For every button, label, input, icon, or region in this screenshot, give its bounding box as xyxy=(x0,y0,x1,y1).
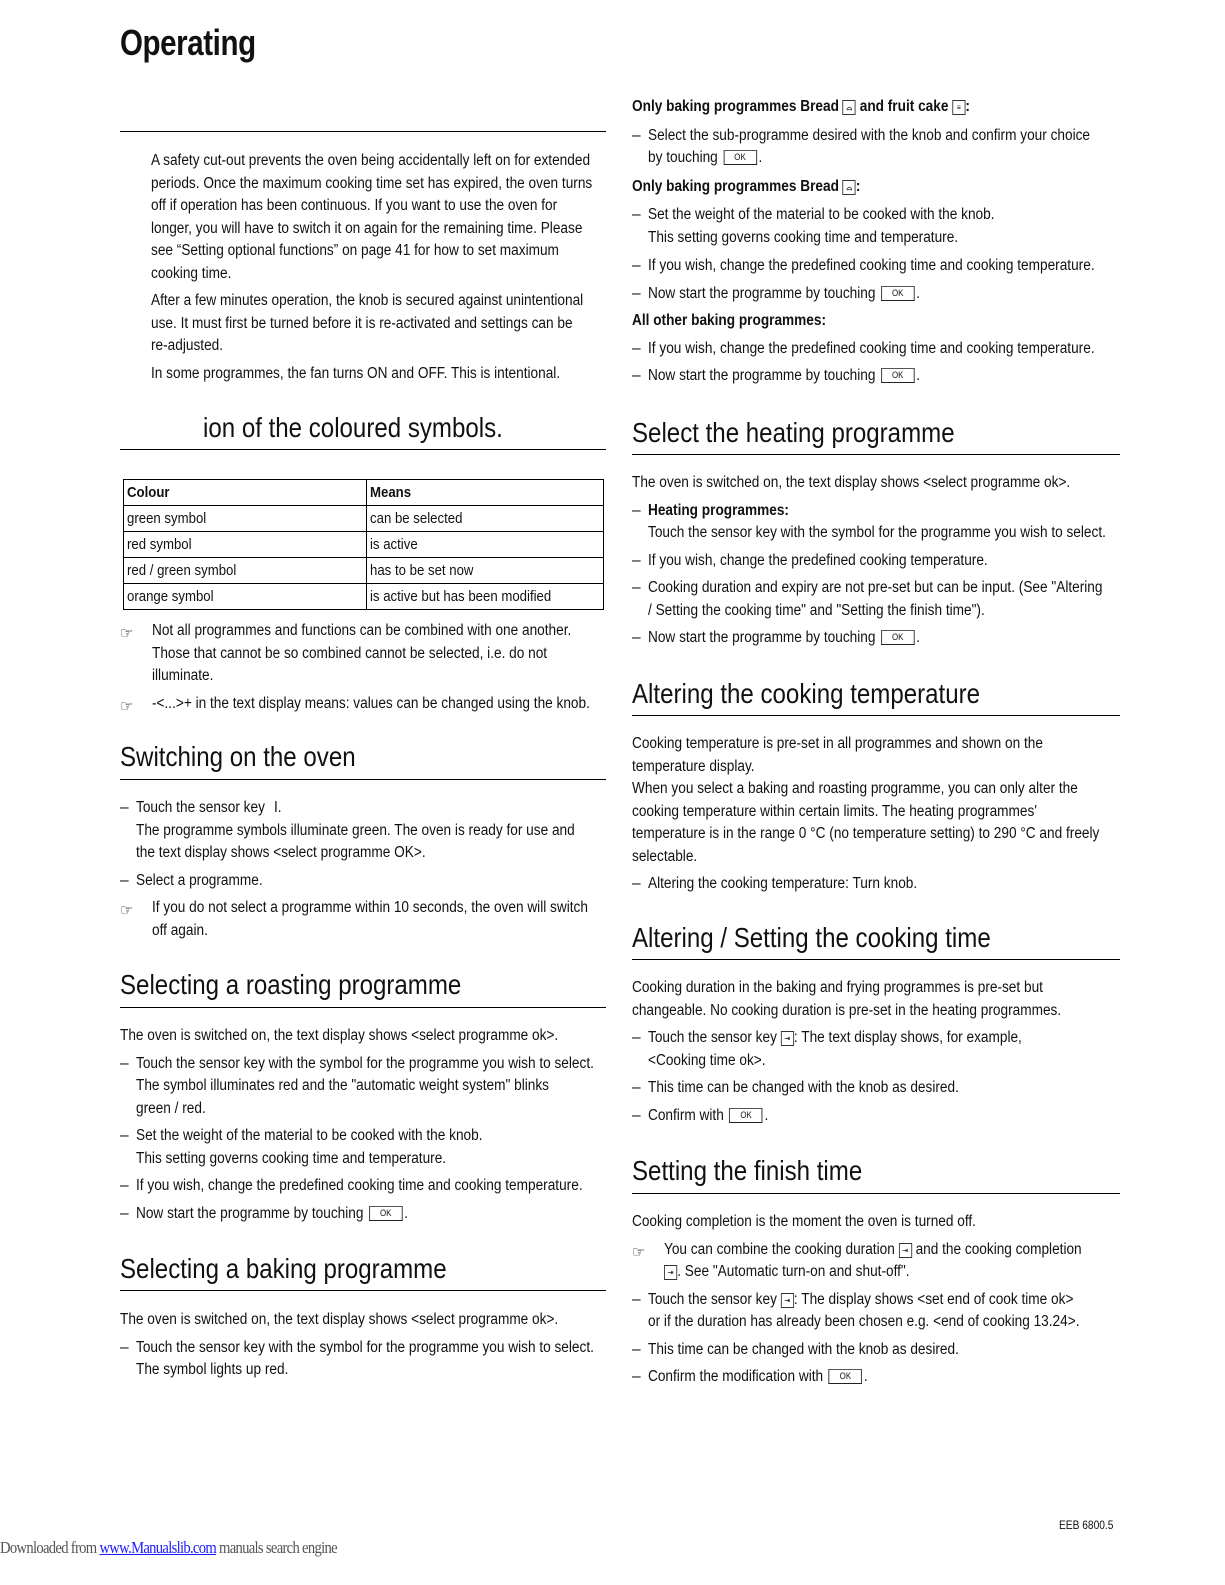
step xyxy=(120,1337,610,1382)
text-line: . See "Automatic turn-on and shut-off". xyxy=(677,1263,910,1280)
text-line: selectable. xyxy=(632,847,698,865)
ok-key-icon: OK xyxy=(881,368,914,383)
ok-key-icon: OK xyxy=(881,286,914,301)
footer-prefix: Downloaded from xyxy=(0,1538,100,1557)
baking-section xyxy=(120,1309,610,1382)
step xyxy=(632,1105,1122,1128)
period: . xyxy=(863,1368,868,1385)
step-select-programme xyxy=(120,870,610,893)
divider xyxy=(120,1290,606,1291)
notes-section xyxy=(120,620,610,715)
step xyxy=(120,1125,610,1170)
text-line: Touch the sensor key with the symbol for the programme you wish to select. xyxy=(136,1054,594,1072)
colour-symbols-table xyxy=(123,479,604,610)
note-combinations xyxy=(120,620,610,688)
table-cell: has to be set now xyxy=(367,558,604,584)
step xyxy=(632,1077,1122,1100)
step xyxy=(632,550,1122,573)
column-header-colour: Colour xyxy=(124,480,367,506)
text-line: Touch the sensor key with the symbol for the programme you wish to select. xyxy=(136,1338,594,1356)
step xyxy=(632,577,1122,622)
period: . xyxy=(764,1106,769,1124)
dash: – xyxy=(120,1127,129,1144)
text-line: and the cooking completion xyxy=(915,1240,1082,1258)
safety-paragraph xyxy=(151,150,611,285)
table-row xyxy=(124,558,604,584)
dash: – xyxy=(632,1029,641,1046)
divider xyxy=(632,454,1120,455)
text-line: off if operation has been continuous. If you want to use the oven for xyxy=(151,197,558,214)
dash: – xyxy=(632,1340,641,1358)
step-text: Select a programme. xyxy=(136,871,263,889)
step-text: Confirm the modification with xyxy=(648,1368,824,1385)
switching-on-section xyxy=(120,797,610,942)
power-key-icon: I xyxy=(273,799,278,816)
step-text: Touch the sensor key xyxy=(648,1029,777,1046)
cooking-duration-icon: ⇥ xyxy=(781,1031,794,1046)
text-line: Cooking temperature is pre-set in all programmes and shown on the xyxy=(632,735,1043,752)
fan-paragraph: In some programmes, the fan turns ON and OFF. This is intentional. xyxy=(151,364,561,382)
manualslib-link[interactable]: www.Manualslib.com xyxy=(99,1538,217,1557)
dash: – xyxy=(632,1079,641,1096)
text-line: / Setting the cooking time" and "Setting the finish time"). xyxy=(648,601,985,619)
heating-section xyxy=(632,472,1122,650)
period: . xyxy=(404,1204,408,1222)
text-line: Select the sub-programme desired with the knob and confirm your choice xyxy=(648,126,1091,144)
section-heading-baking: Selecting a baking programme xyxy=(120,1253,447,1284)
step xyxy=(632,1289,1122,1334)
step xyxy=(632,1339,1122,1362)
step xyxy=(632,283,1122,306)
period: . xyxy=(916,629,920,646)
colon: : xyxy=(855,177,861,195)
divider xyxy=(120,449,606,450)
table-cell: can be selected xyxy=(367,506,604,532)
step-text: Now start the programme by touching xyxy=(648,629,876,646)
step xyxy=(632,1027,1122,1072)
text-line: use. It must first be turned before it is re-activated and settings can be xyxy=(151,314,573,332)
text-line: A safety cut-out prevents the oven being accidentally left on for extended xyxy=(151,152,591,169)
ok-key-icon: OK xyxy=(369,1206,402,1221)
text-line: This setting governs cooking time and temperature. xyxy=(136,1149,447,1167)
text-line: You can combine the cooking duration xyxy=(664,1240,895,1258)
symbols-heading: ion of the coloured symbols. xyxy=(203,412,503,443)
dash: – xyxy=(632,367,641,384)
period: . xyxy=(277,799,282,816)
text-line: If you wish, change the predefined cooking temperature. xyxy=(648,551,988,569)
temperature-section xyxy=(632,733,1122,896)
table-row xyxy=(124,506,604,532)
step-text: : The display shows <set end of cook time ok> xyxy=(793,1290,1074,1308)
step-text: Now start the programme by touching xyxy=(648,284,876,302)
table-cell: is active xyxy=(367,532,604,558)
dash: – xyxy=(632,1290,641,1308)
text-line: changeable. No cooking duration is pre-set in the heating programmes. xyxy=(632,1001,1062,1019)
column-header-means: Means xyxy=(367,480,604,506)
text-line: green / red. xyxy=(136,1099,206,1117)
section-heading-temperature: Altering the cooking temperature xyxy=(632,678,981,709)
text-line: cooking time. xyxy=(151,264,232,282)
text-line: or if the duration has already been chosen e.g. <end of cooking 13.24>. xyxy=(648,1313,1080,1330)
pointing-hand-icon: ☞ xyxy=(120,625,134,642)
knob-lock-paragraph xyxy=(151,290,611,358)
table-row xyxy=(124,532,604,558)
table-header-row xyxy=(124,480,604,506)
section-heading-roasting: Selecting a roasting programme xyxy=(120,969,462,1000)
dash: – xyxy=(120,1204,129,1222)
table-row xyxy=(124,584,604,610)
text-line: Cooking duration and expiry are not pre-set but can be input. (See "Altering xyxy=(648,579,1103,596)
section-heading-cooking-time: Altering / Setting the cooking time xyxy=(632,922,991,953)
roasting-section xyxy=(120,1025,610,1225)
dash: – xyxy=(632,629,641,646)
dash: – xyxy=(632,284,641,302)
text-line: If you wish, change the predefined cooking time and cooking temperature. xyxy=(648,257,1095,274)
period: . xyxy=(916,284,920,302)
dash: – xyxy=(120,871,129,889)
intro-text: Cooking completion is the moment the oven is turned off. xyxy=(632,1213,976,1230)
text-line: temperature display. xyxy=(632,757,755,775)
text-line: -<...>+ in the text display means: values can be changed using the knob. xyxy=(152,694,590,712)
text-line: If you wish, change the predefined cooking time and cooking temperature. xyxy=(136,1177,583,1194)
step-text: Now start the programme by touching xyxy=(136,1204,364,1222)
download-source-footer xyxy=(0,1538,337,1558)
text-line: If you do not select a programme within 10 seconds, the oven will switch xyxy=(152,899,588,916)
pointing-hand-icon: ☞ xyxy=(120,697,134,715)
step-text: : The text display shows, for example, xyxy=(793,1029,1022,1046)
step xyxy=(632,365,1122,388)
baking-subsections xyxy=(632,96,1122,388)
divider xyxy=(632,959,1120,960)
fruit-cake-icon: ≡ xyxy=(952,100,965,115)
dash: – xyxy=(632,1368,641,1385)
text-line: After a few minutes operation, the knob is secured against unintentional xyxy=(151,292,584,309)
dash: – xyxy=(632,339,641,357)
bread-icon: ⌓ xyxy=(843,180,856,195)
text-line: Touch the sensor key with the symbol for the programme you wish to select. xyxy=(648,524,1106,541)
text-line: Set the weight of the material to be cooked with the knob. xyxy=(136,1127,483,1144)
cooking-time-section xyxy=(632,977,1122,1127)
table-cell: red symbol xyxy=(124,532,367,558)
text-line: periods. Once the maximum cooking time set has expired, the oven turns xyxy=(151,174,593,192)
ok-key-icon: OK xyxy=(881,630,914,645)
step xyxy=(632,873,1122,896)
text-line: illuminate. xyxy=(152,667,214,684)
step xyxy=(632,338,1122,361)
step-text: Touch the sensor key xyxy=(648,1290,777,1308)
divider xyxy=(120,131,606,132)
text-line: temperature is in the range 0 °C (no temperature setting) to 290 °C and freely xyxy=(632,825,1100,842)
text-line: The programme symbols illuminate green. The oven is ready for use and xyxy=(136,821,575,839)
ok-key-icon: OK xyxy=(729,1108,762,1123)
step xyxy=(632,1366,1122,1389)
step-touch-sensor-key xyxy=(120,797,610,865)
text-line: When you select a baking and roasting programme, you can only alter the xyxy=(632,780,1078,797)
ok-key-icon: OK xyxy=(829,1369,862,1384)
step xyxy=(632,627,1122,650)
step xyxy=(120,1053,610,1121)
step xyxy=(632,500,1122,545)
colon: : xyxy=(965,98,970,115)
divider xyxy=(632,1193,1120,1194)
text-line: re-adjusted. xyxy=(151,337,224,354)
text-line: The symbol illuminates red and the "automatic weight system" blinks xyxy=(136,1077,550,1094)
subheading-bread-only: Only baking programmes Bread ⌓ : xyxy=(632,177,861,195)
text-line: cooking temperature within certain limits. The heating programmes' xyxy=(632,802,1037,820)
table-cell: is active but has been modified xyxy=(367,584,604,610)
text-line: If you wish, change the predefined cooking time and cooking temperature. xyxy=(648,339,1095,357)
footer-suffix: manuals search engine xyxy=(216,1538,337,1557)
dash: – xyxy=(632,1106,641,1124)
section-heading-finish-time: Setting the finish time xyxy=(632,1155,863,1186)
text-line: off again. xyxy=(152,921,208,939)
subheading-bread-fruitcake: Only baking programmes Bread ⌓ and fruit cake ≡ : xyxy=(632,98,970,115)
dash: – xyxy=(632,875,641,892)
pointing-hand-icon: ☞ xyxy=(120,902,134,919)
dash: – xyxy=(632,551,641,569)
text-line: Not all programmes and functions can be combined with one another. xyxy=(152,622,572,639)
period: . xyxy=(916,367,920,384)
text-line: the text display shows <select programme OK>. xyxy=(136,844,426,861)
step xyxy=(120,1203,610,1226)
intro-text: The oven is switched on, the text display shows <select programme ok>. xyxy=(120,1027,559,1044)
dash: – xyxy=(632,501,641,519)
cooking-end-icon: ⇥ xyxy=(781,1293,794,1308)
cooking-end-icon: ⇥ xyxy=(664,1265,677,1280)
intro-text: The oven is switched on, the text display shows <select programme ok>. xyxy=(632,474,1071,491)
text-line: The symbol lights up red. xyxy=(136,1361,289,1378)
divider xyxy=(632,715,1120,716)
step xyxy=(632,255,1122,278)
text-line: This time can be changed with the knob as desired. xyxy=(648,1079,959,1096)
note-timeout xyxy=(120,897,610,942)
text-line: This setting governs cooking time and temperature. xyxy=(648,228,959,246)
text-line: Those that cannot be so combined cannot be selected, i.e. do not xyxy=(152,644,548,662)
document-code: EEB 6800.5 xyxy=(1059,1518,1114,1532)
step xyxy=(120,1175,610,1198)
dash: – xyxy=(632,257,641,274)
text-line: Altering the cooking temperature: Turn knob. xyxy=(648,875,918,892)
intro-text: The oven is switched on, the text display shows <select programme ok>. xyxy=(120,1311,559,1328)
text-line: <Cooking time ok>. xyxy=(648,1051,766,1069)
divider xyxy=(120,1007,606,1008)
note-knob-values xyxy=(120,693,610,716)
table-cell: orange symbol xyxy=(124,584,367,610)
text-line: longer, you will have to switch it on again for the remaining time. Please xyxy=(151,219,583,237)
text-line: see “Setting optional functions” on page 41 for how to set maximum xyxy=(151,242,559,259)
subheading-other-baking: All other baking programmes: xyxy=(632,312,827,329)
divider xyxy=(120,779,606,780)
section-heading-switching-on: Switching on the oven xyxy=(120,741,356,772)
cooking-duration-icon: ⇥ xyxy=(899,1243,912,1258)
dash: – xyxy=(120,799,129,816)
dash: – xyxy=(632,206,641,223)
period: . xyxy=(758,149,763,166)
finish-time-section xyxy=(632,1211,1122,1389)
dash: – xyxy=(120,1054,129,1072)
dash: – xyxy=(632,579,641,596)
note-combine xyxy=(632,1239,1122,1284)
table-cell: red / green symbol xyxy=(124,558,367,584)
text-line: This time can be changed with the knob as desired. xyxy=(648,1340,959,1358)
bread-icon: ⌓ xyxy=(843,100,856,115)
step-text: Confirm with xyxy=(648,1106,724,1124)
step-text: Touch the sensor key xyxy=(136,799,265,816)
dash: – xyxy=(120,1177,129,1194)
section-heading-heating: Select the heating programme xyxy=(632,417,955,448)
step-text: Now start the programme by touching xyxy=(648,367,876,384)
pointing-hand-icon: ☞ xyxy=(632,1243,646,1261)
page-title: Operating xyxy=(120,22,256,63)
step xyxy=(632,204,1122,249)
step-title: Heating programmes: xyxy=(648,501,789,519)
step xyxy=(632,125,1122,170)
text-line: Cooking duration in the baking and frying programmes is pre-set but xyxy=(632,979,1043,996)
dash: – xyxy=(120,1338,129,1356)
table-cell: green symbol xyxy=(124,506,367,532)
text-line: Set the weight of the material to be cooked with the knob. xyxy=(648,206,995,223)
dash: – xyxy=(632,126,641,144)
ok-key-icon: OK xyxy=(723,150,756,165)
text-line: by touching xyxy=(648,149,718,166)
safety-cutout-section xyxy=(151,150,611,385)
